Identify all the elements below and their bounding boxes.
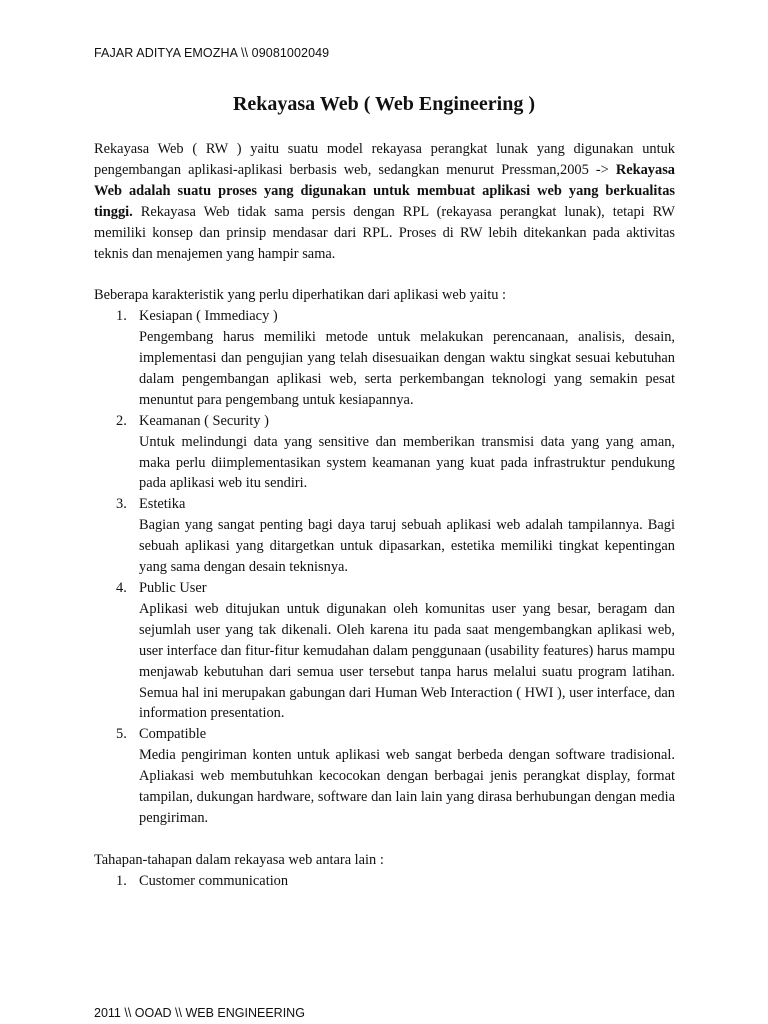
list-item-description: Bagian yang sangat penting bagi daya taruj sebuah aplikasi web adalah tampilannya. Bagi sebuah aplikasi yang ditargetkan untuk dipasarkan, estetika memiliki tingkat kepentingan yang sama dengan desain teknisnya. xyxy=(139,517,675,576)
characteristics-list xyxy=(94,306,675,829)
list-item-title: Keamanan ( Security ) xyxy=(139,412,269,429)
characteristics-heading: Beberapa karakteristik yang perlu diperhatikan dari aplikasi web yaitu : xyxy=(94,287,506,304)
list-number: 5. xyxy=(116,726,127,743)
list-item xyxy=(94,494,675,578)
intro-paragraph xyxy=(94,139,675,264)
list-item xyxy=(94,724,675,829)
list-number: 4. xyxy=(116,580,127,597)
list-number: 1. xyxy=(116,308,127,325)
list-number: 1. xyxy=(116,872,127,889)
list-item-description: Untuk melindungi data yang sensitive dan memberikan transmisi data yang yang aman, maka perlu diimplementasikan system keamanan yang kuat pada infrastruktur pendukung pada aplikasi web itu sendiri. xyxy=(139,433,675,492)
list-item xyxy=(94,871,675,892)
paragraph-gap xyxy=(94,829,675,850)
list-number: 3. xyxy=(116,496,127,513)
list-item xyxy=(94,578,675,724)
list-item-title: Kesiapan ( Immediacy ) xyxy=(139,308,278,325)
list-number: 2. xyxy=(116,412,127,429)
intro-bold-definition: Rekayasa Web adalah suatu proses yang digunakan untuk membuat aplikasi web yang berkualitas tinggi. xyxy=(94,161,675,220)
list-item-description: Media pengiriman konten untuk aplikasi web sangat berbeda dengan software tradisional. Apliakasi web membutuhkan kecocokan dengan berbagai jenis perangkat display, format tampilan, dukungan hardware, software dan lain lain yang dirasa berhubungan dengan media pengiriman. xyxy=(139,747,675,826)
list-item-title: Public User xyxy=(139,580,207,597)
list-item-description: Aplikasi web ditujukan untuk digunakan oleh komunitas user yang besar, beragam dan sejumlah user yang tak dikenali. Oleh karena itu pada saat mengembangkan aplikasi web, user interface dan fitur-fitur kemudahan dalam penggunaan (usability features) harus mampu menjawab kebutuhan dari semua user tersebut tanpa harus melalui suatu program latihan. Semua hal ini merupakan gabungan dari Human Web Interaction ( HWI ), user interface, dan information presentation. xyxy=(139,600,675,722)
page-header: FAJAR ADITYA EMOZHA \\ 09081002049 xyxy=(94,46,330,60)
paragraph-gap xyxy=(94,264,675,285)
list-item xyxy=(94,306,675,411)
stages-list xyxy=(94,871,675,892)
list-item-title: Customer communication xyxy=(139,872,289,889)
document-body xyxy=(94,139,675,892)
list-item xyxy=(94,411,675,495)
document-title: Rekayasa Web ( Web Engineering ) xyxy=(232,93,536,115)
stages-heading: Tahapan-tahapan dalam rekayasa web antara lain : xyxy=(94,851,384,868)
list-item-description: Pengembang harus memiliki metode untuk melakukan perencanaan, analisis, desain, implementasi dan pengujian yang telah disesuaikan dengan waktu singkat sesuai kebutuhan dalam pengembangan aplikasi web, serta perkembangan teknologi yang semakin pesat menuntut para pengembang untuk kesiapannya. xyxy=(139,329,675,408)
list-item-title: Compatible xyxy=(139,726,207,743)
page-footer: 2011 \\ OOAD \\ WEB ENGINEERING xyxy=(94,1006,305,1020)
list-item-title: Estetika xyxy=(139,496,186,513)
intro-text-1: Rekayasa Web ( RW ) yaitu suatu model rekayasa perangkat lunak yang digunakan untuk pengembangan aplikasi-aplikasi berbasis web, sedangkan menurut Pressman,2005 -> xyxy=(94,141,675,178)
intro-text-2: Rekayasa Web tidak sama persis dengan RPL (rekayasa perangkat lunak), tetapi RW memiliki konsep dan prinsip mendasar dari RPL. Proses di RW lebih ditekankan pada aktivitas teknis dan menajemen yang hampir sama. xyxy=(94,203,675,262)
